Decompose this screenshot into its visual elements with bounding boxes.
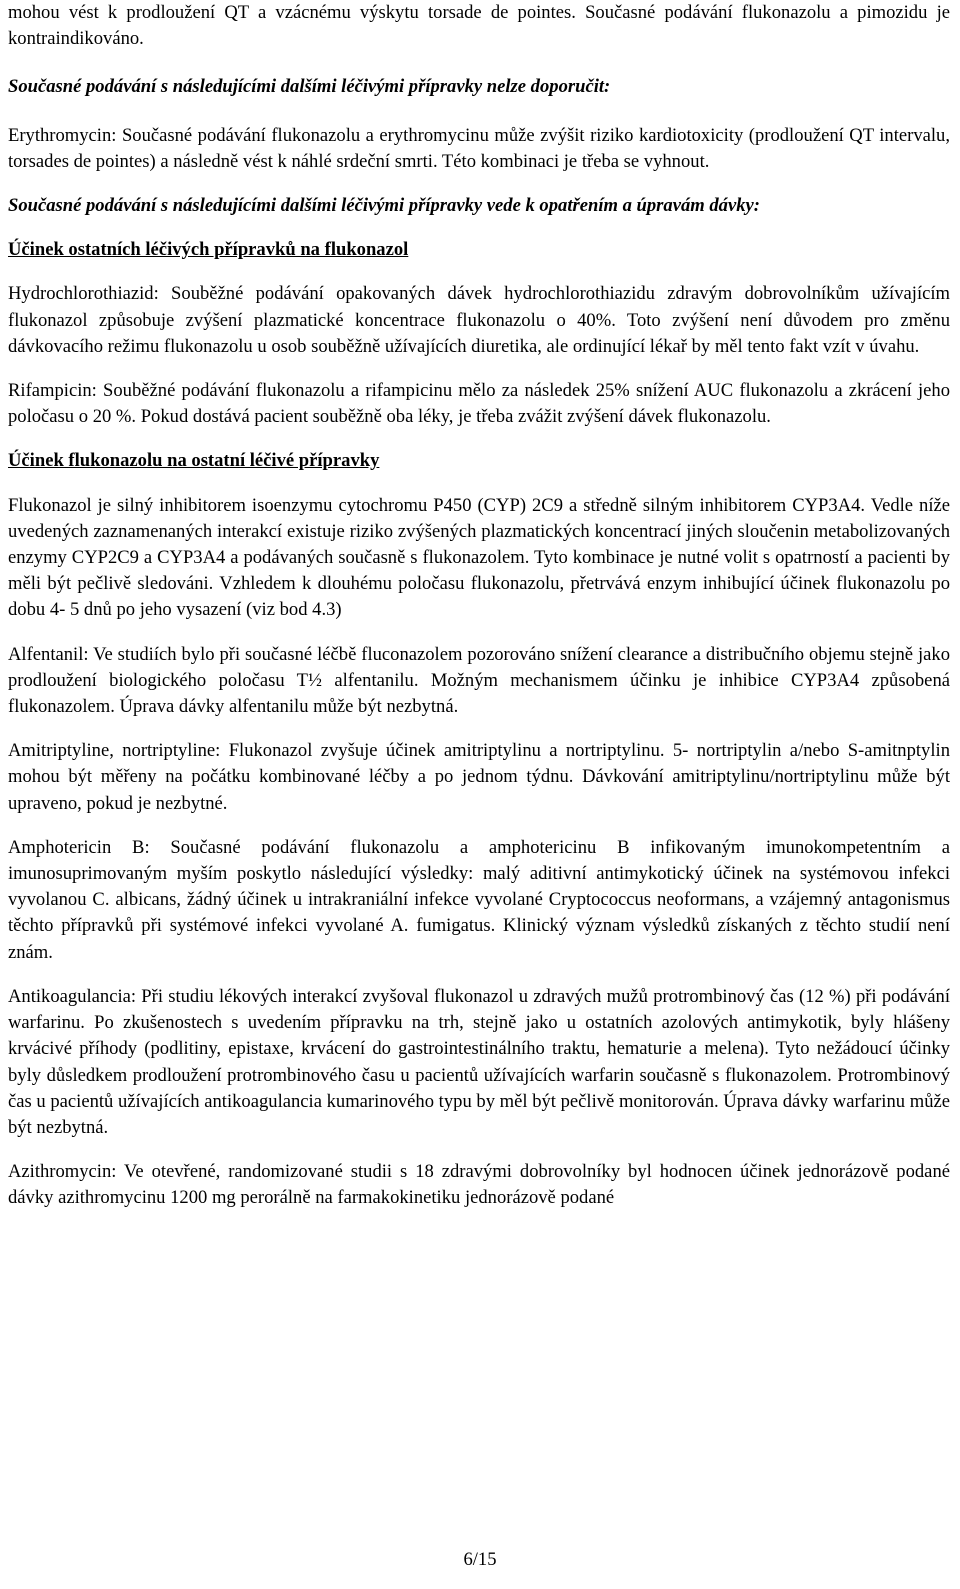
paragraph-continuation: mohou vést k prodloužení QT a vzácnému výskytu torsade de pointes. Současné podávání flukonazolu a pimozidu je kontraindikováno. (8, 2, 950, 50)
subheading-fluconazole-on-other-drugs: Účinek flukonazolu na ostatní léčivé přípravky (8, 450, 380, 472)
paragraph-amitriptyline: Amitriptyline, nortriptyline: Flukonazol zvyšuje účinek amitriptylinu a nortriptylinu. 5- nortriptylin a/nebo S-amitnptylin mohou být měřeny na počátku kombinované léčby a po jednom týdnu. Dávkování amitriptylinu/nortriptylinu může být upraveno, pokud je nezbytné. (8, 740, 950, 814)
paragraph-hydrochlorothiazide: Hydrochlorothiazid: Souběžné podávání opakovaných dávek hydrochlorothiazidu zdravým dobrovolníkům užívajícím flukonazol způsobuje zvýšení plazmatické koncentrace flukonazolu o 40%. Toto zvýšení není důvodem pro změnu dávkovacího režimu flukonazolu u osob souběžně užívajících diuretika, ale ordinující lékař by měl tento fakt vzít v úvahu. (8, 283, 950, 357)
subheading-other-drugs-on-fluconazole: Účinek ostatních léčivých přípravků na flukonazol (8, 239, 409, 261)
paragraph-azithromycin: Azithromycin: Ve otevřené, randomizované studii s 18 zdravými dobrovolníky byl hodnocen účinek jednorázově podané dávky azithromycinu 1200 mg perorálně na farmakokinetiku jednorázově podané (8, 1161, 950, 1209)
document-page (8, 0, 950, 1212)
paragraph-anticoagulants: Antikoagulancia: Při studiu lékových interakcí zvyšoval flukonazol u zdravých mužů protrombinový čas (12 %) při podávání warfarinu. Po zkušenostech s uvedením přípravku na trh, stejně jako u ostatních azolových antimykotik, byly hlášeny krvácivé příhody (podlitiny, epistaxe, krvácení do gastrointestinálního traktu, hematurie a melena). Tyto nežádoucí účinky byly důsledkem prodloužení protrombinového času u pacientů užívajících warfarin současně s flukonazolem. Protrombinový čas u pacientů užívajících antikoagulancia kumarinového typu by měl být pečlivě monitorován. Úprava dávky warfarinu může být nezbytná. (8, 985, 950, 1138)
page-number: 6/15 (463, 1549, 497, 1570)
paragraph-alfentanil: Alfentanil: Ve studiích bylo při současné léčbě fluconazolem pozorováno snížení clearance a distribučního objemu stejně jako prodloužení biologického poločasu T½ alfentanilu. Možným mechanismem účinku je inhibice CYP3A4 způsobená flukonazolem. Úprava dávky alfentanilu může být nezbytná. (8, 643, 950, 718)
paragraph-fluconazole-inhibitor: Flukonazol je silný inhibitorem isoenzymu cytochromu P450 (CYP) 2C9 a středně silným inhibitorem CYP3A4. Vedle níže uvedených zaznamenaných interakcí existuje riziko zvýšených plazmatických koncentrací jiných sloučenin metabolizovaných enzymy CYP2C9 a CYP3A4 a podávaných současně s flukonazolem. Tyto kombinace je nutné volit s opatrností a pacienti by měli být pečlivě sledováni. Vzhledem k dlouhému poločasu flukonazolu, přetrvává enzym inhibující účinek flukonazolu po dobu 4- 5 dnů po jeho vysazení (viz bod 4.3) (8, 494, 950, 621)
paragraph-amphotericin: Amphotericin B: Současné podávání flukonazolu a amphotericinu B infikovaným imunokompetentním a imunosuprimovaným myším poskytlo následující výsledky: malý aditivní antimykotický účinek na systémovou infekci vyvolanou C. albicans, žádný účinek u intrakraniální infekce vyvolané Cryptococcus neoformans, a vzájemný antagonismus těchto přípravků při systémové infekci vyvolané A. fumigatus. Klinický význam výsledků získaných z těchto studií není znám. (8, 836, 950, 963)
section-heading-dose-adjustment: Současné podávání s následujícími dalšími léčivými přípravky vede k opatřením a úpravám dávky: (8, 195, 760, 217)
section-heading-not-recommended: Současné podávání s následujícími dalšími léčivými přípravky nelze doporučit: (8, 76, 611, 98)
paragraph-erythromycin: Erythromycin: Současné podávání flukonazolu a erythromycinu může zvýšit riziko kardiotoxicity (prodloužení QT intervalu, torsades de pointes) a následně vést k náhlé srdeční smrti. Této kombinaci je třeba se vyhnout. (8, 124, 950, 172)
paragraph-rifampicin: Rifampicin: Souběžné podávání flukonazolu a rifampicinu mělo za následek 25% snížení AUC flukonazolu a zkrácení jeho poločasu o 20 %. Pokud dostává pacient souběžně oba léky, je třeba zvážit zvýšení dávek flukonazolu. (8, 380, 950, 428)
